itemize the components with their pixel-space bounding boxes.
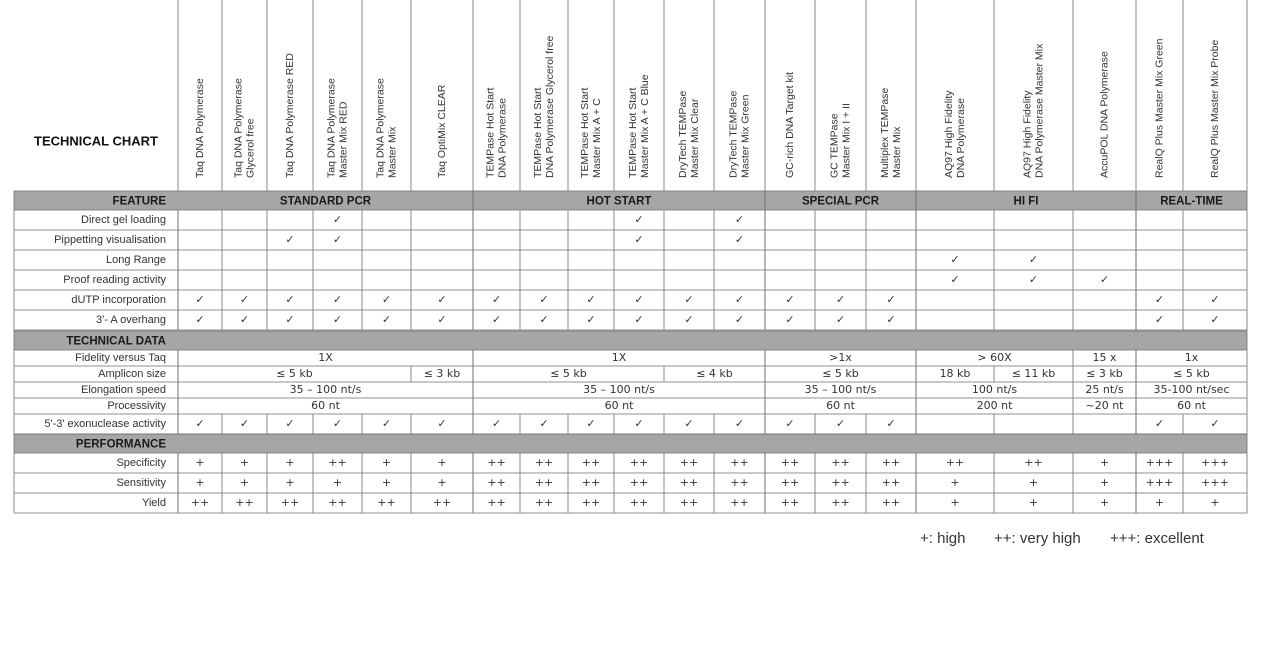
- performance-value: +: [381, 456, 392, 469]
- performance-value: +: [1154, 496, 1165, 509]
- technical-value: 15 x: [1092, 351, 1117, 364]
- check-mark: ✓: [634, 293, 644, 306]
- group-0: STANDARD PCR: [279, 195, 372, 208]
- check-mark: ✓: [437, 313, 447, 326]
- check-mark: ✓: [734, 213, 745, 226]
- performance-value: +: [1028, 496, 1039, 509]
- performance-value: +: [1099, 496, 1110, 509]
- performance-value: ++: [235, 496, 254, 509]
- column-header-6: DNA Polymerase: [496, 98, 509, 178]
- check-mark: ✓: [381, 417, 392, 430]
- column-header-13: GC TEMPase: [828, 113, 841, 178]
- check-mark: ✓: [1028, 273, 1039, 286]
- performance-value: +: [239, 456, 250, 469]
- performance-value: ++: [487, 456, 506, 469]
- column-header-13: Master Mix I + II: [840, 103, 853, 178]
- technical-value: 35 – 100 nt/s: [583, 383, 655, 396]
- performance-row-label: Sensitivity: [116, 476, 166, 489]
- technical-value: >1x: [829, 351, 852, 364]
- feature-row-label: Proof reading activity: [63, 273, 166, 286]
- technical-value: 1x: [1184, 351, 1199, 364]
- technical-row-label: Elongation speed: [80, 383, 166, 396]
- performance-value: ++: [679, 456, 699, 469]
- performance-value: ++: [831, 496, 850, 509]
- check-mark: ✓: [285, 293, 295, 306]
- feature-row-label: dUTP incorporation: [71, 293, 166, 306]
- performance-value: +: [381, 476, 392, 489]
- performance-value: ++: [1024, 456, 1043, 469]
- column-header-4: Taq DNA Polymerase: [374, 78, 387, 178]
- check-mark: ✓: [586, 417, 596, 430]
- group-1: HOT START: [586, 195, 652, 208]
- check-mark: ✓: [835, 293, 846, 306]
- technical-row-label: Amplicon size: [98, 367, 166, 380]
- legend-high: [920, 530, 965, 547]
- check-mark: ✓: [332, 313, 343, 326]
- check-mark: ✓: [586, 313, 596, 326]
- column-header-5: Taq OptiMix CLEAR: [435, 84, 448, 178]
- performance-value: ++: [831, 456, 850, 469]
- performance-value: ++: [280, 496, 300, 509]
- column-header-3: Taq DNA Polymerase: [325, 78, 338, 178]
- section-performance: PERFORMANCE: [75, 438, 166, 451]
- legend-high-text: high: [937, 530, 966, 547]
- performance-value: ++: [487, 476, 506, 489]
- check-mark: ✓: [684, 313, 694, 326]
- check-mark: ✓: [634, 417, 644, 430]
- section-feature: FEATURE: [112, 195, 166, 208]
- technical-value: 25 nt/s: [1085, 383, 1124, 396]
- performance-value: +: [239, 476, 250, 489]
- performance-value: +: [195, 476, 205, 489]
- column-header-15: DNA Polymerase: [954, 98, 967, 178]
- check-mark: ✓: [381, 313, 392, 326]
- technical-value: ≤ 4 kb: [696, 367, 733, 380]
- column-header-11: DryTech TEMPase: [727, 90, 740, 178]
- check-mark: ✓: [586, 293, 596, 306]
- check-mark: ✓: [734, 233, 745, 246]
- technical-value: 18 kb: [939, 367, 971, 380]
- legend-excellent-symbol: +++:: [1110, 530, 1141, 547]
- performance-value: ++: [881, 456, 901, 469]
- performance-value: +++: [1145, 476, 1174, 489]
- feature-row-label: Pippetting visualisation: [54, 233, 166, 246]
- column-header-17: AccuPOL DNA Polymerase: [1098, 51, 1111, 178]
- technical-value: 60 nt: [1177, 399, 1206, 412]
- performance-value: ++: [730, 496, 749, 509]
- technical-value: ≤ 5 kb: [276, 367, 313, 380]
- column-header-15: AQ97 High Fidelity: [942, 90, 955, 178]
- check-mark: ✓: [886, 417, 896, 430]
- performance-value: ++: [881, 496, 901, 509]
- performance-value: ++: [190, 496, 210, 509]
- performance-value: ++: [534, 476, 554, 489]
- check-mark: ✓: [195, 417, 205, 430]
- legend-very-high-text: very high: [1019, 530, 1081, 547]
- performance-value: ++: [780, 496, 800, 509]
- check-mark: ✓: [437, 417, 447, 430]
- performance-value: ++: [730, 476, 749, 489]
- technical-value: ≤ 3 kb: [423, 367, 461, 380]
- check-mark: ✓: [835, 313, 846, 326]
- performance-value: +: [437, 456, 447, 469]
- legend-very-high: [994, 530, 1081, 547]
- group-3: HI FI: [1013, 195, 1039, 208]
- check-mark: ✓: [195, 293, 205, 306]
- performance-value: ++: [629, 496, 649, 509]
- column-header-3: Master Mix RED: [337, 101, 350, 178]
- check-mark: ✓: [491, 313, 502, 326]
- check-mark: ✓: [634, 213, 644, 226]
- technical-value: 200 nt: [976, 399, 1013, 412]
- column-header-9: TEMPase Hot Start: [626, 87, 639, 178]
- check-mark: ✓: [1154, 293, 1165, 306]
- check-mark: ✓: [381, 293, 392, 306]
- performance-value: ++: [679, 476, 699, 489]
- check-mark: ✓: [332, 213, 343, 226]
- performance-value: ++: [581, 496, 601, 509]
- check-mark: ✓: [734, 417, 745, 430]
- check-mark: ✓: [332, 417, 343, 430]
- performance-value: +: [437, 476, 447, 489]
- technical-value: 35 – 100 nt/s: [289, 383, 362, 396]
- column-header-1: Glycerol free: [244, 118, 257, 178]
- column-header-11: Master Mix Green: [739, 94, 752, 178]
- performance-value: +++: [1201, 456, 1229, 469]
- technical-value: ≤ 3 kb: [1086, 367, 1123, 380]
- column-header-19: RealQ Plus Master Mix Probe: [1208, 39, 1221, 178]
- performance-value: +: [950, 476, 960, 489]
- check-mark: ✓: [684, 417, 694, 430]
- feature-row-label: Long Range: [106, 253, 166, 266]
- performance-value: ++: [679, 496, 699, 509]
- performance-value: ++: [328, 496, 347, 509]
- check-mark: ✓: [332, 293, 343, 306]
- check-mark: ✓: [785, 313, 795, 326]
- section-technical-data: TECHNICAL DATA: [66, 335, 166, 348]
- check-mark: ✓: [1210, 293, 1220, 306]
- check-mark: ✓: [285, 417, 295, 430]
- performance-value: ++: [780, 476, 800, 489]
- column-header-4: Master Mix: [386, 126, 399, 178]
- check-mark: ✓: [634, 233, 644, 246]
- technical-data-band: [14, 331, 1247, 350]
- performance-value: ++: [432, 496, 452, 509]
- performance-value: ++: [780, 456, 800, 469]
- technical-value: 35-100 nt/sec: [1153, 383, 1230, 396]
- performance-value: ++: [487, 496, 506, 509]
- performance-value: ++: [730, 456, 749, 469]
- check-mark: ✓: [239, 293, 250, 306]
- performance-row-label: Yield: [141, 496, 166, 509]
- performance-value: +: [332, 476, 343, 489]
- technical-value: 35 – 100 nt/s: [804, 383, 877, 396]
- feature-row-label: 3'- A overhang: [96, 313, 166, 326]
- column-header-9: Master Mix A + C Blue: [638, 74, 651, 178]
- check-mark: ✓: [539, 313, 549, 326]
- check-mark: ✓: [1099, 273, 1110, 286]
- technical-value: 60 nt: [604, 399, 634, 412]
- check-mark: ✓: [285, 233, 295, 246]
- performance-value: ++: [581, 456, 601, 469]
- performance-value: +: [285, 456, 295, 469]
- check-mark: ✓: [1154, 417, 1165, 430]
- check-mark: ✓: [539, 417, 549, 430]
- technical-value: ≤ 5 kb: [822, 367, 859, 380]
- check-mark: ✓: [684, 293, 694, 306]
- performance-value: +: [285, 476, 295, 489]
- check-mark: ✓: [491, 293, 502, 306]
- technical-value: ≤ 5 kb: [550, 367, 587, 380]
- column-header-14: Multiplex TEMPase: [878, 87, 891, 178]
- technical-row-label: Fidelity versus Taq: [75, 351, 166, 364]
- performance-value: ++: [534, 456, 554, 469]
- legend-very-high-symbol: ++:: [994, 530, 1016, 547]
- column-header-0: Taq DNA Polymerase: [193, 78, 206, 178]
- check-mark: ✓: [835, 417, 846, 430]
- performance-value: ++: [377, 496, 396, 509]
- check-mark: ✓: [1210, 313, 1220, 326]
- column-header-8: Master Mix A + C: [590, 98, 603, 178]
- check-mark: ✓: [1028, 253, 1039, 266]
- performance-value: +: [195, 456, 205, 469]
- check-mark: ✓: [332, 233, 343, 246]
- column-header-8: TEMPase Hot Start: [578, 87, 591, 178]
- exo-row-label: 5'-3' exonuclease activity: [44, 417, 166, 430]
- technical-value: ≤ 5 kb: [1173, 367, 1210, 380]
- column-header-10: DryTech TEMPase: [676, 90, 689, 178]
- column-header-14: Master Mix: [890, 126, 903, 178]
- technical-value: 1X: [318, 351, 333, 364]
- performance-value: ++: [945, 456, 965, 469]
- performance-value: +++: [1145, 456, 1174, 469]
- performance-value: ++: [581, 476, 601, 489]
- check-mark: ✓: [785, 293, 795, 306]
- technical-value: 1X: [611, 351, 627, 364]
- technical-value: ~20 nt: [1085, 399, 1124, 412]
- column-header-18: RealQ Plus Master Mix Green: [1153, 38, 1166, 178]
- check-mark: ✓: [285, 313, 295, 326]
- column-header-16: AQ97 High Fidelity: [1021, 90, 1034, 178]
- performance-value: ++: [534, 496, 554, 509]
- column-header-16: DNA Polymerase Master Mix: [1033, 43, 1046, 178]
- technical-value: 100 nt/s: [971, 383, 1018, 396]
- technical-value: 60 nt: [826, 399, 855, 412]
- feature-row-label: Direct gel loading: [81, 213, 166, 226]
- check-mark: ✓: [195, 313, 205, 326]
- performance-row-label: Specificity: [116, 456, 166, 469]
- check-mark: ✓: [437, 293, 447, 306]
- performance-value: ++: [328, 456, 347, 469]
- column-header-1: Taq DNA Polymerase: [232, 78, 245, 178]
- check-mark: ✓: [950, 273, 960, 286]
- check-mark: ✓: [1210, 417, 1220, 430]
- check-mark: ✓: [1154, 313, 1165, 326]
- technical-row-label: Processivity: [107, 399, 166, 412]
- check-mark: ✓: [886, 313, 896, 326]
- technical-value: 60 nt: [311, 399, 340, 412]
- technical-value: ≤ 11 kb: [1011, 367, 1056, 380]
- performance-value: +: [1099, 476, 1110, 489]
- check-mark: ✓: [950, 253, 960, 266]
- technical-value: > 60X: [977, 351, 1012, 364]
- check-mark: ✓: [491, 417, 502, 430]
- group-4: REAL-TIME: [1160, 195, 1223, 208]
- check-mark: ✓: [734, 293, 745, 306]
- column-header-7: DNA Polymerase Glycerol free: [543, 35, 556, 178]
- performance-value: ++: [629, 476, 649, 489]
- performance-value: +: [1210, 496, 1220, 509]
- table-title: TECHNICAL CHART: [34, 133, 158, 149]
- check-mark: ✓: [734, 313, 745, 326]
- performance-value: ++: [831, 476, 850, 489]
- check-mark: ✓: [239, 417, 250, 430]
- legend-excellent-text: excellent: [1144, 530, 1204, 547]
- check-mark: ✓: [886, 293, 896, 306]
- legend-excellent: [1110, 530, 1204, 547]
- column-header-12: GC-rich DNA Target kit: [783, 72, 796, 178]
- check-mark: ✓: [634, 313, 644, 326]
- column-header-10: Master Mix Clear: [688, 98, 701, 178]
- check-mark: ✓: [239, 313, 250, 326]
- check-mark: ✓: [785, 417, 795, 430]
- performance-value: +: [1028, 476, 1039, 489]
- column-header-2: Taq DNA Polymerase RED: [283, 53, 296, 178]
- performance-value: +++: [1201, 476, 1229, 489]
- performance-band: [14, 434, 1247, 453]
- performance-value: +: [1099, 456, 1110, 469]
- column-header-7: TEMPase Hot Start: [531, 87, 544, 178]
- performance-value: ++: [881, 476, 901, 489]
- performance-value: +: [950, 496, 960, 509]
- legend-high-symbol: +:: [920, 530, 933, 547]
- column-header-6: TEMPase Hot Start: [484, 87, 497, 178]
- performance-value: ++: [629, 456, 649, 469]
- group-2: SPECIAL PCR: [801, 195, 880, 208]
- check-mark: ✓: [539, 293, 549, 306]
